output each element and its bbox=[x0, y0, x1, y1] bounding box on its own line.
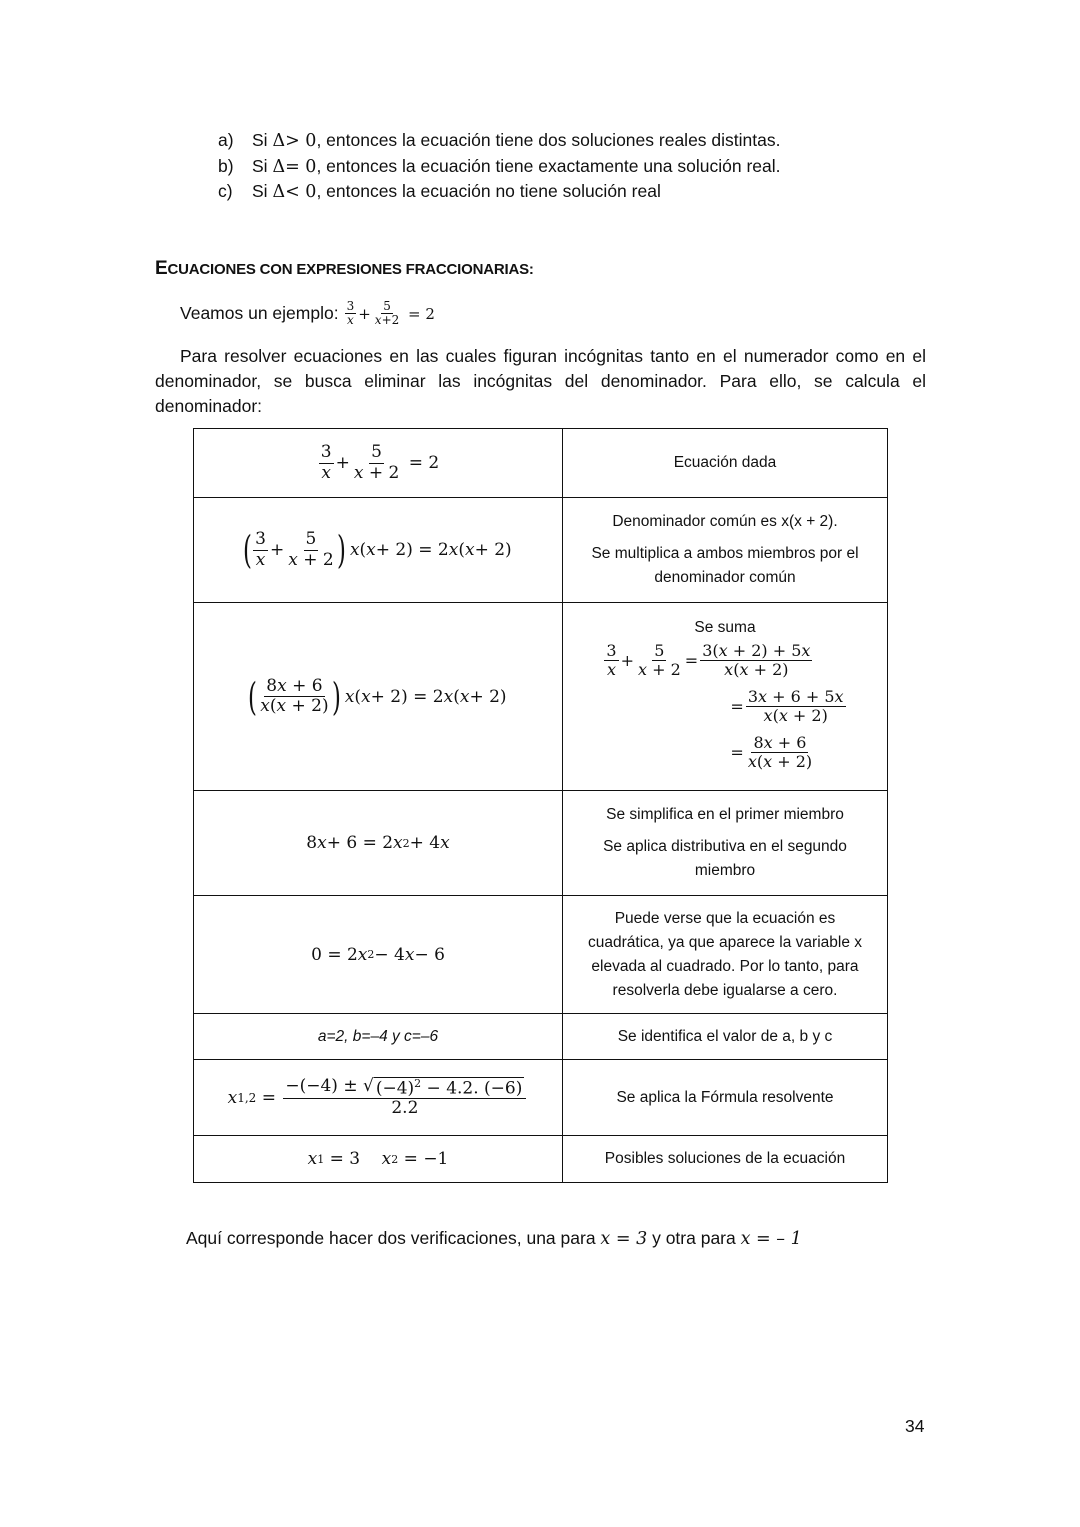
step-equation: 0 = 2 x 2 − 4 x − 6 bbox=[194, 896, 563, 1014]
closing-sentence bbox=[186, 1228, 802, 1249]
list-letter: a) bbox=[218, 130, 234, 150]
step-note: Se simplifica en el primer miembro Se aplica distributiva en el segundo miembro bbox=[563, 791, 888, 896]
step-note: Ecuación dada bbox=[563, 429, 888, 498]
step-note: Se suma $\frac{3}{x}$ + $\frac{5}{x + 2}$ = $\frac{3(x + 2) + 5x}{x(x + 2)}$ = $\frac{3x + 6 + 5x}{x(x + 2)}$ = $\frac{8x + 6}{x(x + 2)}$ bbox=[563, 603, 888, 791]
closing-text: Aquí corresponde hacer dos verificaciones, una para bbox=[186, 1228, 601, 1248]
list-item bbox=[218, 179, 781, 205]
condition-symbol: Δ= 0 bbox=[272, 156, 317, 177]
table-row bbox=[194, 1014, 888, 1060]
list-letter: b) bbox=[218, 155, 234, 176]
list-item bbox=[218, 154, 781, 180]
condition-prefix: Si bbox=[252, 130, 273, 150]
condition-prefix: Si bbox=[252, 181, 273, 201]
step-coefficients: a=2, b=–4 y c=–6 bbox=[194, 1014, 563, 1060]
list-letter: c) bbox=[218, 181, 233, 201]
heading-rest: CUACIONES CON EXPRESIONES FRACCIONARIAS: bbox=[167, 261, 534, 278]
table-row bbox=[194, 429, 888, 498]
table-row bbox=[194, 498, 888, 603]
condition-text: , entonces la ecuación tiene dos soluciones reales distintas. bbox=[316, 130, 781, 150]
step-note: Denominador común es x(x + 2). Se multiplica a ambos miembros por el denominador común bbox=[563, 498, 888, 603]
discriminant-conditions-list bbox=[218, 128, 781, 205]
step-note: Posibles soluciones de la ecuación bbox=[563, 1136, 888, 1183]
step-note: Se identifica el valor de a, b y c bbox=[563, 1014, 888, 1060]
closing-equation: x = – 1 bbox=[740, 1229, 802, 1249]
sum-derivation: $\frac{3}{x}$ + $\frac{5}{x + 2}$ = $\frac{3(x + 2) + 5x}{x(x + 2)}$ = $\frac{3x + 6 + 5x}{x(x + 2)}$ = $\frac{8x + 6}{x(x + 2)}$ bbox=[606, 641, 844, 771]
closing-text: y otra para bbox=[647, 1228, 741, 1248]
table-row bbox=[194, 1136, 888, 1183]
table-row bbox=[194, 603, 888, 791]
table-row bbox=[194, 896, 888, 1014]
condition-symbol: Δ< 0 bbox=[272, 182, 317, 202]
step-equation: ( $\frac{8x + 6}{x(x + 2)}$ ) x ( x + 2) = 2 x ( x + 2) bbox=[194, 603, 563, 791]
condition-prefix: Si bbox=[252, 155, 273, 176]
step-note: Puede verse que la ecuación es cuadrática, ya que aparece la variable x elevada al cuadrado. Por lo tanto, para resolverla debe igualarse a cero. bbox=[563, 896, 888, 1014]
step-equation: $\frac{3}{x}$ + $\frac{5}{x + 2}$ = 2 bbox=[194, 429, 563, 498]
example-line bbox=[180, 300, 435, 328]
condition-text: , entonces la ecuación tiene exactamente una solución real. bbox=[316, 155, 781, 176]
closing-equation: x = 3 bbox=[600, 1229, 648, 1249]
step-equation: ( $\frac{3}{x}$ + $\frac{5}{x + 2}$ ) x ( x + 2) = 2 x ( x + 2) bbox=[194, 498, 563, 603]
table-row bbox=[194, 1060, 888, 1136]
step-equation: 8 x + 6 = 2 x 2 + 4 x bbox=[194, 791, 563, 896]
intro-paragraph: Para resolver ecuaciones en las cuales figuran incógnitas tanto en el numerador como en el denominador, se busca eliminar las incógnitas del denominador. Para ello, se calcula el denominador: bbox=[155, 346, 926, 416]
list-item bbox=[218, 128, 781, 154]
step-equation: x 1,2 = −(−4) ± √ $(-4)^2 - 4.2$. (−6) 2.2 bbox=[194, 1060, 563, 1136]
step-note: Se aplica la Fórmula resolvente bbox=[563, 1060, 888, 1136]
section-heading bbox=[155, 258, 534, 280]
page-number: 34 bbox=[905, 1416, 925, 1436]
example-equation: $\frac{3}{x}$ + $\frac{5}{x+2}$ = 2 bbox=[346, 299, 435, 328]
step-solutions: x 1 = 3 x 2 = −1 bbox=[194, 1136, 563, 1183]
condition-text: , entonces la ecuación no tiene solución real bbox=[316, 181, 661, 201]
table-row bbox=[194, 791, 888, 896]
heading-initial: E bbox=[155, 258, 168, 279]
example-intro: Veamos un ejemplo: bbox=[180, 303, 339, 324]
steps-table bbox=[193, 428, 888, 1183]
condition-symbol: Δ> 0 bbox=[272, 131, 317, 151]
